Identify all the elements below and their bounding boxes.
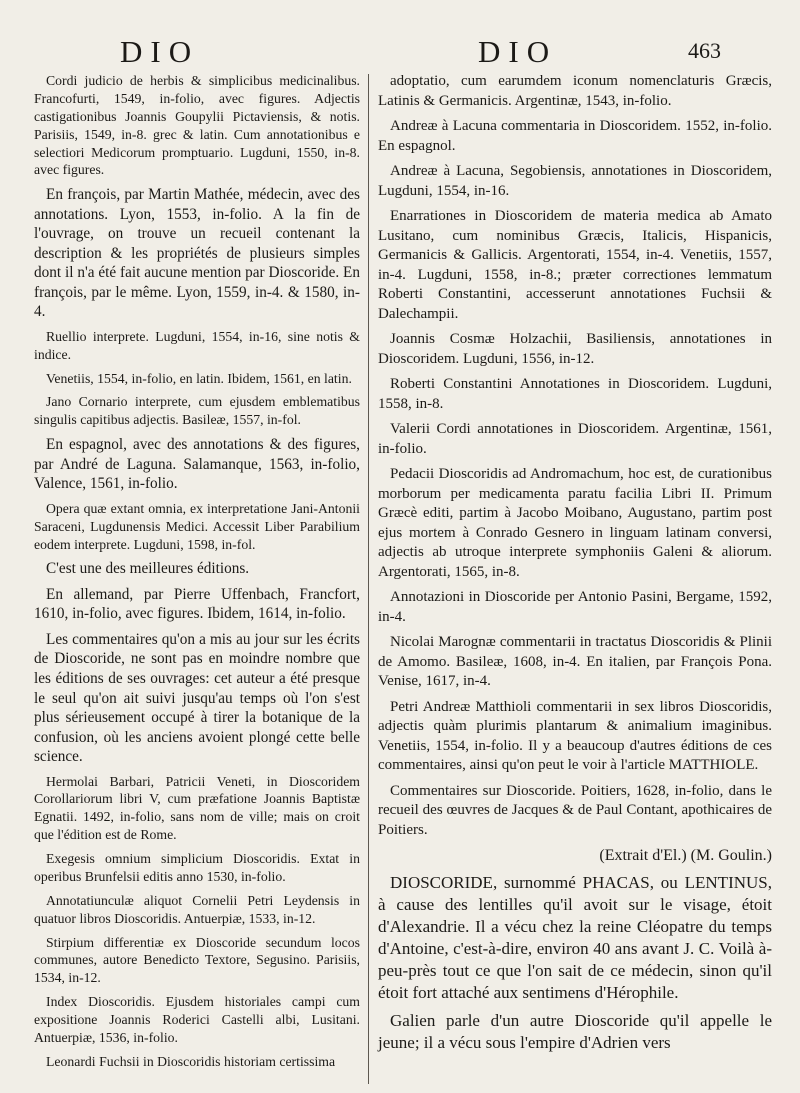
entry-paragraph: DIOSCORIDE, surnommé PHACAS, ou LENTINUS, à cause des lentilles qu'il avoit sur le visage, étoit d'Alexandrie. Il a vécu chez la reine Cléopatre du temps d'Antoine, c'est-à-dire, environ 40 ans avant J. C. Voilà à-peu-près tout ce que l'on sait de ce médecin, sinon qu'il étoit fort attaché aux sentimens d'Hérophile. <box>378 872 772 1002</box>
right-paragraph: Andreæ à Lacuna, Segobiensis, annotationes in Dioscoridem, Lugduni, 1554, in-16. <box>378 163 772 199</box>
left-paragraph: Stirpium differentiæ ex Dioscoride secundum locos communes, autore Benedicto Textore, Segusino. Parisiis, 1534, in-12. <box>34 934 360 986</box>
right-paragraph: adoptatio, cum earumdem iconum nomenclaturis Græcis, Latinis & Germanicis. Argentinæ, 1543, in-folio. <box>378 73 772 109</box>
left-paragraph: Venetiis, 1554, in-folio, en latin. Ibidem, 1561, en latin. <box>46 370 352 386</box>
page-number: 463 <box>688 38 721 63</box>
left-paragraph: En françois, par Martin Mathée, médecin, avec des annotations. Lyon, 1553, in-folio. A la fin de l'ouvrage, on trouve un recueil contenant la description & les propriétés de plusieurs simples dont il n'a été fait aucune mention par Dioscoride. En françois, par le même. Lyon, 1559, in-4. & 1580, in-4. <box>34 186 360 321</box>
left-paragraph: En espagnol, avec des annotations & des figures, par André de Laguna. Salamanque, 1563, in-folio, Valence, 1561, in-folio. <box>34 436 360 493</box>
left-paragraph: C'est une des meilleures éditions. <box>46 560 250 578</box>
left-column <box>34 72 360 1077</box>
column-divider <box>368 74 369 1084</box>
left-paragraph: Annotatiunculæ aliquot Cornelii Petri Leydensis in quatuor libros Dioscoridis. Antuerpiæ, 1533, in-12. <box>34 892 360 926</box>
left-paragraph: Opera quæ extant omnia, ex interpretatione Jani-Antonii Saraceni, Lugdunensis Medici. Accessit Liber Parabilium eodem interprete. Lugduni, 1598, in-fol. <box>34 500 360 552</box>
running-head-left: DIO <box>120 34 200 69</box>
right-paragraph: Valerii Cordi annotationes in Dioscoridem. Argentinæ, 1561, in-folio. <box>378 421 772 457</box>
right-paragraph: Petri Andreæ Matthioli commentarii in sex libros Dioscoridis, adjectis quàm plurimis plantarum & animalium imaginibus. Venetiis, 1554, in-folio. Il y a beaucoup d'autres éditions de ces commentaires, ainsi qu'on peut le voir à l'article MATTHIOLE. <box>378 698 772 773</box>
right-paragraph: Roberti Constantini Annotationes in Dioscoridem. Lugduni, 1558, in-8. <box>378 376 772 412</box>
entry-paragraph: Galien parle d'un autre Dioscoride qu'il appelle le jeune; il a vécu sous l'empire d'Adrien vers <box>378 1010 772 1052</box>
left-paragraph: Cordi judicio de herbis & simplicibus medicinalibus. Francofurti, 1549, in-folio, avec figures. Adjectis castigationibus Joannis Goupylii Pictaviensis, & notis. Parisiis, 1549, in-8. grec & latin. Cum annotationibus e selectiori Medicorum promptuario. Lugduni, 1550, in-8. avec figures. <box>34 73 360 178</box>
left-paragraph: En allemand, par Pierre Uffenbach, Francfort, 1610, in-folio, avec figures. Ibidem, 1614, in-folio. <box>34 585 360 623</box>
left-paragraph: Jano Cornario interprete, cum ejusdem emblematibus singulis capitibus adjectis. Basileæ, 1557, in-fol. <box>34 394 360 428</box>
right-paragraph: Enarrationes in Dioscoridem de materia medica ab Amato Lusitano, cum nominibus Græcis, Italicis, Hispanicis, Germanicis & Gallicis. Argentorati, 1554, in-4. Venetiis, 1557, in-4. Lugduni, 1558, in-8.; præter correctiones lemmatum Roberti Constantini, accesserunt annotationes Fuchsii & Dalechampii. <box>378 208 772 322</box>
left-paragraph: Ruellio interprete. Lugduni, 1554, in-16, sine notis & indice. <box>34 328 360 362</box>
left-paragraph: Hermolai Barbari, Patricii Veneti, in Dioscoridem Corollariorum libri V, cum præfatione Joannis Baptistæ Egnatii. 1492, in-folio, sans nom de ville; mais on croit que l'édition est de Rome. <box>34 773 360 843</box>
right-paragraph: Commentaires sur Dioscoride. Poitiers, 1628, in-folio, dans le recueil des œuvres de Jacques & de Paul Contant, apothicaires de Poitiers. <box>378 782 772 838</box>
right-paragraph: Nicolai Marognæ commentarii in tractatus Dioscoridis & Plinii de Amomo. Basileæ, 1608, in-4. En italien, par François Pona. Venise, 1617, in-4. <box>378 634 772 689</box>
signature: (Extrait d'El.) (M. Goulin.) <box>599 847 772 864</box>
running-head-right: DIO <box>478 34 558 69</box>
left-paragraph: Exegesis omnium simplicium Dioscoridis. Extat in operibus Brunfelsii editis anno 1530, in-folio. <box>34 851 360 884</box>
left-paragraph: Index Dioscoridis. Ejusdem historiales campi cum expositione Joannis Roderici Castelli albi, Lusitani. Antuerpiæ, 1536, in-folio. <box>34 994 360 1045</box>
left-paragraph: Les commentaires qu'on a mis au jour sur les écrits de Dioscoride, ne sont pas en moindre nombre que les éditions de ses ouvrages: cet auteur a été presque le seul qu'on ait suivi jusqu'au temps où l'on s'est plus sérieusement occupé à tirer la botanique de la confusion, où les anciens avoient plongé cette belle science. <box>34 630 360 766</box>
right-paragraph: Pedacii Dioscoridis ad Andromachum, hoc est, de curationibus morborum per medicamenta paratu facilia Libri II. Primum Græcè editi, partim à Jacobo Moibano, Augustano, partim post ejus mortem à Conrado Gesnero in linguam latinam conversi, adjectis ab utroque interprete symphoniis Galeni & aliorum. Argentorati, 1565, in-8. <box>378 466 772 580</box>
right-paragraph: Joannis Cosmæ Holzachii, Basiliensis, annotationes in Dioscoridem. Lugduni, 1556, in-12. <box>378 331 772 367</box>
left-paragraph: Leonardi Fuchsii in Dioscoridis historiam certissima <box>46 1053 336 1069</box>
right-column <box>378 72 772 1060</box>
right-paragraph: Annotazioni in Dioscoride per Antonio Pasini, Bergame, 1592, in-4. <box>378 589 772 625</box>
right-paragraph: Andreæ à Lacuna commentaria in Dioscoridem. 1552, in-folio. En espagnol. <box>378 118 772 154</box>
